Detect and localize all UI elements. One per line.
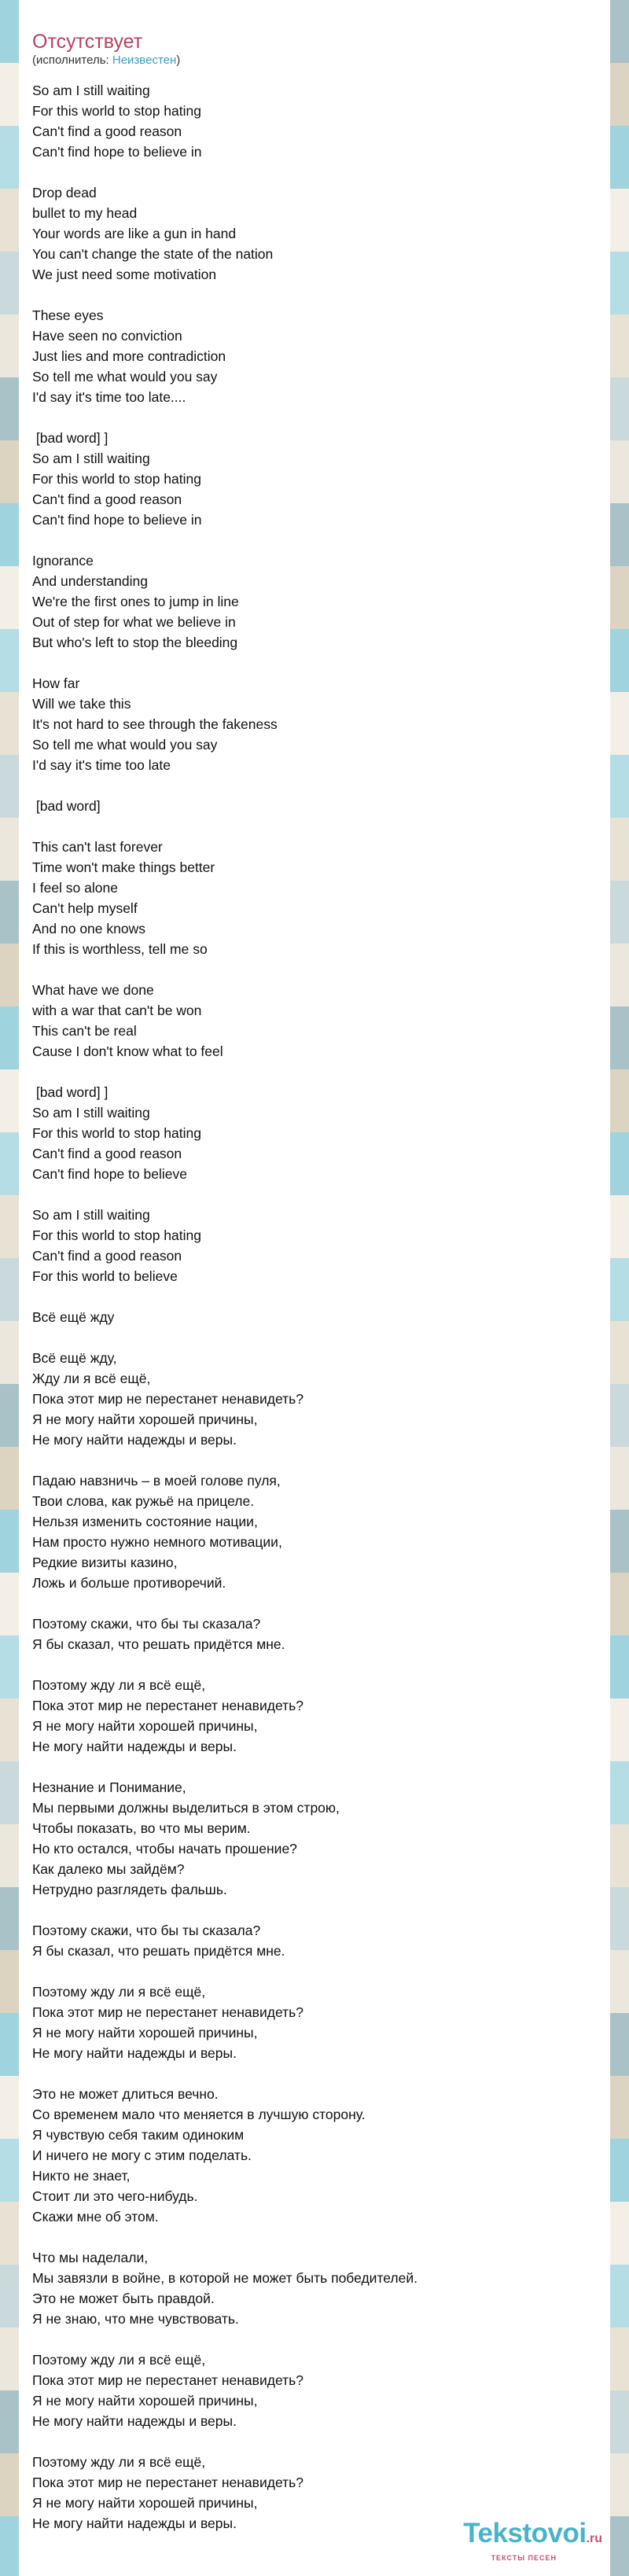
lyrics-line: For this world to believe — [32, 1268, 178, 1284]
lyrics-line: Пока этот мир не перестанет ненавидеть? — [32, 1698, 303, 1713]
decorative-stripe — [0, 629, 19, 692]
lyrics-blank-line — [32, 2431, 417, 2452]
lyrics-line: Стоит ли это чего-нибудь. — [32, 2188, 198, 2204]
decorative-stripe — [0, 2013, 19, 2076]
lyrics-line: И ничего не могу с этим поделать. — [32, 2147, 252, 2163]
lyrics-line: Поэтому жду ли я всё ещё, — [32, 1677, 206, 1693]
lyrics-line: You can't change the state of the nation — [32, 246, 274, 262]
lyrics-blank-line — [32, 2063, 417, 2084]
lyrics-line: Поэтому жду ли я всё ещё, — [32, 2352, 206, 2368]
lyrics-line: Пока этот мир не перестанет ненавидеть? — [32, 1391, 303, 1407]
decorative-stripe — [610, 63, 629, 126]
lyrics-line: Ложь и больше противоречий. — [32, 1575, 226, 1591]
lyrics-line: Can't find hope to believe — [32, 1166, 187, 1182]
decorative-stripe — [610, 2013, 629, 2076]
lyrics-blank-line — [32, 2329, 417, 2350]
lyrics-blank-line — [32, 1062, 417, 1082]
lyrics-blank-line — [32, 407, 417, 428]
site-logo[interactable] — [463, 2519, 602, 2562]
lyrics-line: [bad word] ] — [32, 1084, 109, 1100]
lyrics-line: So tell me what would you say — [32, 369, 218, 385]
lyrics-line: Can't find a good reason — [32, 1248, 182, 1264]
lyrics-line: Не могу найти надежды и веры. — [32, 1739, 237, 1754]
decorative-stripe — [0, 2265, 19, 2328]
decorative-stripe — [610, 692, 629, 755]
lyrics-blank-line — [32, 1327, 417, 1348]
lyrics-line: Мы первыми должны выделиться в этом строю, — [32, 1800, 340, 1816]
logo-tld: .ru — [586, 2532, 602, 2545]
lyrics-line: These eyes — [32, 307, 104, 323]
lyrics-line: [bad word] — [32, 798, 101, 814]
lyrics-line: Я не знаю, что мне чувствовать. — [32, 2311, 239, 2327]
artist-suffix: ) — [176, 53, 181, 67]
lyrics-line: This can't last forever — [32, 839, 163, 855]
decorative-stripe — [0, 1384, 19, 1447]
lyrics-line: Out of step for what we believe in — [32, 614, 236, 630]
decorative-stripe — [0, 566, 19, 629]
decorative-stripe — [0, 440, 19, 503]
logo-name: Tekstovoi — [463, 2518, 587, 2548]
lyrics-line: Поэтому скажи, что бы ты сказала? — [32, 1616, 261, 1632]
lyrics-blank-line — [32, 959, 417, 980]
decorative-stripe — [0, 692, 19, 755]
decorative-stripe — [0, 63, 19, 126]
decorative-stripe — [0, 1698, 19, 1761]
decorative-stripe — [610, 566, 629, 629]
lyrics-line: What have we done — [32, 982, 154, 998]
lyrics-blank-line — [32, 1450, 417, 1470]
decorative-stripe — [0, 818, 19, 881]
decorative-stripe — [610, 2453, 629, 2516]
decorative-stripe — [0, 2328, 19, 2390]
decorative-stripe — [0, 2453, 19, 2516]
lyrics-line: Пока этот мир не перестанет ненавидеть? — [32, 2004, 303, 2020]
lyrics-line: Это не может быть правдой. — [32, 2291, 215, 2306]
left-decorative-stripes — [0, 0, 19, 2576]
lyrics-line: Can't find hope to believe in — [32, 512, 202, 528]
lyrics-blank-line — [32, 1184, 417, 1205]
decorative-stripe — [0, 1573, 19, 1636]
lyrics-blank-line — [32, 1593, 417, 1614]
decorative-stripe — [0, 1069, 19, 1132]
lyrics-line: Жду ли я всё ещё, — [32, 1371, 151, 1386]
decorative-stripe — [0, 2139, 19, 2202]
decorative-stripe — [610, 2516, 629, 2576]
decorative-stripe — [610, 377, 629, 440]
decorative-stripe — [0, 1006, 19, 1069]
lyrics-line: Чтобы показать, во что мы верим. — [32, 1820, 251, 1836]
lyrics-line: Это не может длиться вечно. — [32, 2086, 219, 2102]
lyrics-line: So am I still waiting — [32, 83, 150, 98]
decorative-stripe — [0, 1132, 19, 1195]
decorative-stripe — [0, 1510, 19, 1573]
lyrics-line: This can't be real — [32, 1023, 137, 1039]
decorative-stripe — [610, 1887, 629, 1950]
lyrics-line: Пока этот мир не перестанет ненавидеть? — [32, 2372, 303, 2388]
lyrics-line: For this world to stop hating — [32, 1125, 201, 1141]
lyrics-line: We just need some motivation — [32, 267, 217, 282]
decorative-stripe — [0, 2202, 19, 2265]
lyrics-line: Я не могу найти хорошей причины, — [32, 1411, 258, 1427]
decorative-stripe — [610, 1824, 629, 1887]
lyrics-line: Я не могу найти хорошей причины, — [32, 1718, 258, 1734]
decorative-stripe — [0, 252, 19, 315]
lyrics-line: Не могу найти надежды и веры. — [32, 1432, 237, 1448]
lyrics-line: So am I still waiting — [32, 1105, 150, 1121]
lyrics-line: Я не могу найти хорошей причины, — [32, 2393, 258, 2409]
decorative-stripe — [610, 1950, 629, 2013]
lyrics-line: Падаю навзничь – в моей голове пуля, — [32, 1473, 281, 1489]
decorative-stripe — [0, 1321, 19, 1384]
lyrics-line: Незнание и Понимание, — [32, 1779, 186, 1795]
lyrics-line: Can't find a good reason — [32, 123, 182, 139]
lyrics-line: Can't find hope to believe in — [32, 144, 202, 160]
lyrics-line: Can't find a good reason — [32, 491, 182, 507]
lyrics-line: Ignorance — [32, 553, 94, 569]
lyrics-line: Никто не знает, — [32, 2168, 131, 2184]
lyrics-blank-line — [32, 653, 417, 673]
lyrics-line: Не могу найти надежды и веры. — [32, 2413, 237, 2429]
decorative-stripe — [0, 944, 19, 1006]
lyrics-line: Но кто остался, чтобы начать прошение? — [32, 1841, 297, 1857]
artist-link[interactable]: Неизвестен — [112, 53, 177, 67]
lyrics-line: Can't help myself — [32, 900, 138, 916]
decorative-stripe — [610, 1573, 629, 1636]
decorative-stripe — [610, 189, 629, 252]
decorative-stripe — [610, 440, 629, 503]
decorative-stripe — [0, 1887, 19, 1950]
decorative-stripe — [610, 503, 629, 566]
lyrics-line: Can't find a good reason — [32, 1146, 182, 1161]
lyrics-line: Поэтому жду ли я всё ещё, — [32, 1984, 206, 2000]
decorative-stripe — [610, 2265, 629, 2328]
lyrics-line: Пока этот мир не перестанет ненавидеть? — [32, 2475, 303, 2490]
lyrics-line: So tell me what would you say — [32, 737, 218, 753]
decorative-stripe — [610, 1006, 629, 1069]
lyrics-line: Твои слова, как ружьё на прицеле. — [32, 1493, 255, 1509]
lyrics-blank-line — [32, 1961, 417, 1982]
lyrics-line: Have seen no conviction — [32, 328, 182, 344]
lyrics-line: Я не могу найти хорошей причины, — [32, 2495, 258, 2511]
lyrics-line: Поэтому скажи, что бы ты сказала? — [32, 1923, 261, 1938]
lyrics-line: Как далеко мы зайдём? — [32, 1861, 185, 1877]
decorative-stripe — [0, 126, 19, 189]
decorative-stripe — [610, 1258, 629, 1321]
decorative-stripe — [610, 1321, 629, 1384]
decorative-stripe — [610, 755, 629, 818]
lyrics-line: Я чувствую себя таким одиноким — [32, 2127, 245, 2143]
decorative-stripe — [610, 2139, 629, 2202]
lyrics-line: Всё ещё жду, — [32, 1350, 117, 1366]
lyrics-line: It's not hard to see through the fakeness — [32, 716, 278, 732]
lyrics-line: Нам просто нужно немного мотивации, — [32, 1534, 282, 1550]
decorative-stripe — [610, 315, 629, 377]
lyrics-line: Cause I don't know what to feel — [32, 1043, 223, 1059]
lyrics-line: Time won't make things better — [32, 859, 215, 875]
decorative-stripe — [610, 1132, 629, 1195]
lyrics-blank-line — [32, 2227, 417, 2247]
decorative-stripe — [610, 1761, 629, 1824]
decorative-stripe — [0, 1824, 19, 1887]
decorative-stripe — [0, 1950, 19, 2013]
decorative-stripe — [0, 1258, 19, 1321]
lyrics-line: So am I still waiting — [32, 1207, 150, 1223]
decorative-stripe — [610, 944, 629, 1006]
lyrics-blank-line — [32, 816, 417, 837]
lyrics-line: If this is worthless, tell me so — [32, 941, 208, 957]
decorative-stripe — [610, 629, 629, 692]
decorative-stripe — [610, 252, 629, 315]
decorative-stripe — [610, 1510, 629, 1573]
lyrics-line: And understanding — [32, 573, 148, 589]
lyrics-line: [bad word] ] — [32, 430, 109, 446]
lyrics-line: I feel so alone — [32, 880, 118, 896]
decorative-stripe — [0, 503, 19, 566]
lyrics-blank-line — [32, 285, 417, 305]
lyrics-line: Поэтому жду ли я всё ещё, — [32, 2454, 206, 2470]
lyrics-line: We're the first ones to jump in line — [32, 594, 239, 609]
lyrics-blank-line — [32, 1654, 417, 1675]
lyrics-line: Drop dead — [32, 185, 97, 201]
decorative-stripe — [610, 1069, 629, 1132]
artist-line — [32, 53, 180, 68]
lyrics-line: Я бы сказал, что решать придётся мне. — [32, 1943, 285, 1959]
lyrics-line: But who's left to stop the bleeding — [32, 635, 238, 650]
lyrics-line: Your words are like a gun in hand — [32, 226, 237, 241]
decorative-stripe — [610, 1195, 629, 1258]
decorative-stripe — [610, 0, 629, 63]
song-title: Отсутствует — [32, 31, 143, 53]
decorative-stripe — [610, 1384, 629, 1447]
lyrics-line: Не могу найти надежды и веры. — [32, 2515, 237, 2531]
decorative-stripe — [610, 1447, 629, 1510]
decorative-stripe — [610, 2328, 629, 2390]
lyrics-line: Со временем мало что меняется в лучшую сторону. — [32, 2107, 366, 2122]
lyrics-blank-line — [32, 1757, 417, 1777]
lyrics-blank-line — [32, 1286, 417, 1307]
lyrics-line: I'd say it's time too late — [32, 757, 171, 773]
lyrics-line: Что мы наделали, — [32, 2250, 149, 2265]
lyrics-line: Всё ещё жду — [32, 1309, 115, 1325]
decorative-stripe — [0, 377, 19, 440]
lyrics-line: bullet to my head — [32, 205, 138, 221]
lyrics-blank-line — [32, 1900, 417, 1920]
decorative-stripe — [0, 881, 19, 944]
lyrics-line: Не могу найти надежды и веры. — [32, 2045, 237, 2061]
right-decorative-stripes — [610, 0, 629, 2576]
lyrics-line: And no one knows — [32, 921, 145, 937]
lyrics-line: Я бы сказал, что решать придётся мне. — [32, 1636, 285, 1652]
decorative-stripe — [610, 2390, 629, 2453]
decorative-stripe — [0, 0, 19, 63]
lyrics-blank-line — [32, 775, 417, 796]
logo-tagline: ТЕКСТЫ ПЕСЕН — [491, 2554, 557, 2562]
lyrics-line: Скажи мне об этом. — [32, 2209, 159, 2225]
decorative-stripe — [610, 126, 629, 189]
lyrics-text — [32, 80, 417, 2534]
artist-prefix: (исполнитель: — [32, 53, 112, 67]
decorative-stripe — [0, 755, 19, 818]
decorative-stripe — [0, 1195, 19, 1258]
decorative-stripe — [610, 2076, 629, 2139]
lyrics-line: with a war that can't be won — [32, 1003, 202, 1018]
lyrics-line: Я не могу найти хорошей причины, — [32, 2025, 258, 2041]
lyrics-line: Will we take this — [32, 696, 131, 712]
decorative-stripe — [0, 1447, 19, 1510]
decorative-stripe — [0, 1636, 19, 1698]
decorative-stripe — [610, 1636, 629, 1698]
lyrics-card — [19, 0, 610, 2576]
decorative-stripe — [0, 2516, 19, 2576]
lyrics-line: So am I still waiting — [32, 451, 150, 466]
lyrics-line: For this world to stop hating — [32, 103, 201, 119]
lyrics-line: Мы завязли в войне, в которой не может быть победителей. — [32, 2270, 418, 2286]
decorative-stripe — [0, 189, 19, 252]
lyrics-line: For this world to stop hating — [32, 471, 201, 487]
lyrics-line: How far — [32, 675, 80, 691]
decorative-stripe — [610, 818, 629, 881]
lyrics-line: Редкие визиты казино, — [32, 1555, 178, 1570]
decorative-stripe — [0, 2076, 19, 2139]
decorative-stripe — [0, 2390, 19, 2453]
decorative-stripe — [0, 315, 19, 377]
lyrics-blank-line — [32, 162, 417, 182]
decorative-stripe — [610, 881, 629, 944]
decorative-stripe — [610, 2202, 629, 2265]
lyrics-blank-line — [32, 530, 417, 550]
lyrics-line: Нетрудно разглядеть фальшь. — [32, 1882, 227, 1897]
decorative-stripe — [610, 1698, 629, 1761]
lyrics-line: Just lies and more contradiction — [32, 348, 226, 364]
lyrics-line: Нельзя изменить состояние нации, — [32, 1514, 258, 1529]
decorative-stripe — [0, 1761, 19, 1824]
lyrics-line: I'd say it's time too late.... — [32, 389, 186, 405]
lyrics-line: For this world to stop hating — [32, 1227, 201, 1243]
